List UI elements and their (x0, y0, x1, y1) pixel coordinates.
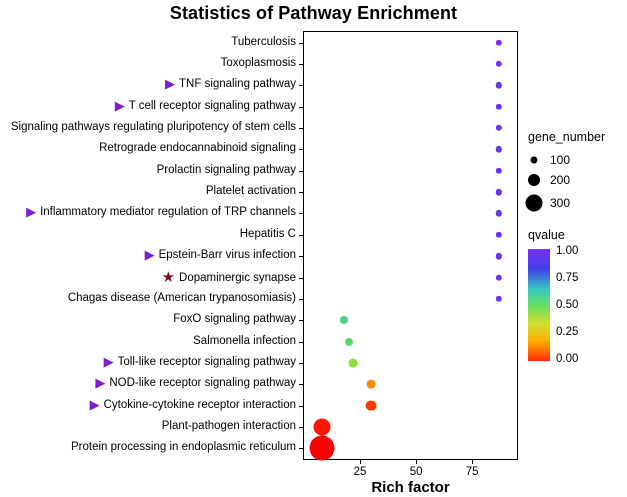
qvalue-colorbar (528, 249, 550, 361)
triangle-marker-icon: ▶ (26, 204, 37, 220)
qvalue-tick-label: 0.25 (556, 326, 579, 338)
x-axis-tick (416, 460, 417, 464)
y-axis-tick (299, 107, 303, 108)
data-point (340, 316, 348, 324)
qvalue-tick-label: 0.50 (556, 299, 579, 311)
y-axis-label (157, 163, 296, 177)
y-axis-tick (299, 342, 303, 343)
y-axis-tick (299, 192, 303, 193)
y-axis-label-text: Signaling pathways regulating pluripotency of stem cells (10, 121, 296, 134)
y-axis-label (231, 35, 296, 49)
y-axis-label-text: T cell receptor signaling pathway (128, 99, 296, 112)
x-axis-tick (472, 460, 473, 464)
triangle-marker-icon: ▶ (95, 375, 106, 391)
y-axis-label-text: Dopaminergic synapse (179, 271, 296, 284)
y-axis-tick (299, 448, 303, 449)
y-axis-tick (299, 43, 303, 44)
y-axis-label-text: Cytokine-cytokine receptor interaction (103, 398, 296, 411)
y-axis-label-text: Tuberculosis (231, 35, 296, 48)
y-axis-label-text: Epstein-Barr virus infection (158, 249, 296, 262)
y-axis-label (162, 419, 296, 433)
triangle-marker-icon: ▶ (144, 247, 155, 263)
x-axis-tick-label: 25 (353, 466, 367, 478)
y-axis-label-text: Chagas disease (American trypanosomiasis) (67, 291, 296, 304)
y-axis-label (145, 248, 296, 262)
y-axis-label (71, 440, 296, 454)
y-axis-label (240, 227, 296, 241)
data-point (345, 338, 353, 346)
y-axis-label (104, 355, 296, 369)
y-axis-label (173, 312, 296, 326)
gene-number-legend-entry (528, 190, 624, 215)
y-axis-label (11, 120, 296, 134)
gene-number-legend-entry (528, 150, 624, 170)
plot-panel (303, 31, 518, 460)
data-point (349, 359, 358, 368)
y-axis-label (99, 141, 296, 155)
triangle-marker-icon: ▶ (165, 76, 176, 92)
data-point (367, 380, 376, 389)
triangle-marker-icon: ▶ (114, 97, 125, 113)
y-axis-label (221, 56, 296, 70)
y-axis-label (162, 270, 296, 284)
y-axis-label (206, 184, 296, 198)
y-axis-tick (299, 427, 303, 428)
triangle-marker-icon: ▶ (103, 353, 114, 369)
y-axis-tick (299, 384, 303, 385)
qvalue-tick-label: 0.75 (556, 272, 579, 284)
y-axis-label-text: Protein processing in endoplasmic reticulum (71, 441, 296, 454)
y-axis-label-text: Retrograde endocannabinoid signaling (99, 142, 296, 155)
x-axis-tick-label: 50 (409, 466, 423, 478)
y-axis-label-text: Platelet activation (205, 185, 296, 198)
qvalue-legend (528, 228, 624, 363)
y-axis-tick (299, 85, 303, 86)
y-axis-tick (299, 235, 303, 236)
y-axis-label-text: Toll-like receptor signaling pathway (117, 355, 296, 368)
gene-number-legend (528, 130, 624, 215)
y-axis-label-text: NOD-like receptor signaling pathway (109, 377, 296, 390)
y-axis-label-text: Inflammatory mediator regulation of TRP channels (40, 206, 296, 219)
y-axis-labels (0, 31, 300, 460)
legend-size-dot (526, 194, 543, 211)
x-axis-tick-label: 75 (465, 466, 479, 478)
gene-number-legend-title: gene_number (528, 130, 606, 144)
y-axis-tick (299, 149, 303, 150)
y-axis-label (193, 334, 296, 348)
y-axis-label-text: Plant-pathogen interaction (161, 419, 296, 432)
y-axis-tick (299, 299, 303, 300)
y-axis-tick (299, 363, 303, 364)
y-axis-tick (299, 406, 303, 407)
triangle-marker-icon: ▶ (89, 396, 100, 412)
legend-size-dot (531, 157, 538, 164)
data-point (366, 400, 377, 411)
legend-size-label: 300 (550, 195, 571, 210)
legend-size-dot (528, 174, 540, 186)
y-axis-tick (299, 171, 303, 172)
qvalue-legend-title: qvalue (528, 228, 565, 242)
y-axis-tick (299, 320, 303, 321)
star-icon: ★ (161, 268, 176, 286)
y-axis-label-text: Prolactin signaling pathway (156, 163, 296, 176)
y-axis-label-text: Hepatitis C (239, 227, 296, 240)
y-axis-label (165, 77, 296, 91)
y-axis-label (115, 99, 296, 113)
data-point (309, 436, 334, 461)
y-axis-label-text: Salmonella infection (193, 334, 296, 347)
chart-title: Statistics of Pathway Enrichment (169, 3, 458, 23)
qvalue-colorbar-wrap (528, 247, 618, 363)
qvalue-tick-label: 0.00 (556, 353, 579, 365)
legend-size-label: 100 (550, 153, 571, 167)
x-axis-tick (360, 460, 361, 464)
y-axis-tick (299, 64, 303, 65)
y-axis-tick (299, 128, 303, 129)
y-axis-label (95, 376, 296, 390)
y-axis-label-text: TNF signaling pathway (179, 78, 296, 91)
y-axis-label (26, 205, 296, 219)
y-axis-label-text: FoxO signaling pathway (173, 313, 296, 326)
y-axis-tick (299, 278, 303, 279)
qvalue-tick-label: 1.00 (556, 245, 579, 257)
gene-number-legend-entry (528, 170, 624, 190)
data-point (313, 418, 330, 435)
y-axis-label (68, 291, 296, 305)
y-axis-tick (299, 256, 303, 257)
y-axis-label-text: Toxoplasmosis (220, 57, 296, 70)
y-axis-label (90, 398, 296, 412)
y-axis-tick (299, 213, 303, 214)
legend-size-label: 200 (550, 173, 571, 187)
x-axis-title: Rich factor (371, 479, 450, 496)
